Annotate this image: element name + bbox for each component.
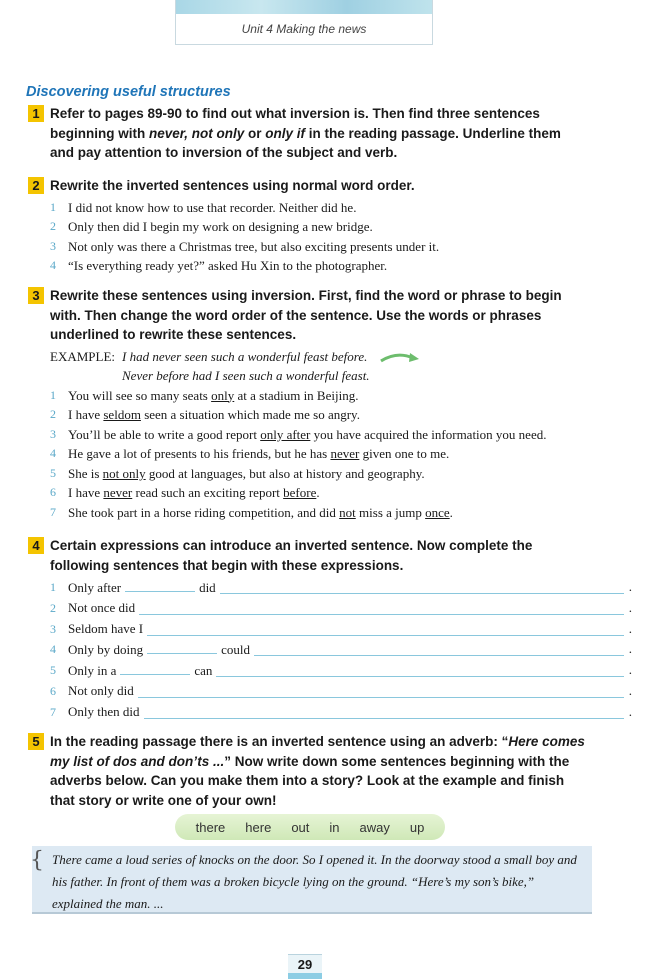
item-text: “Is everything ready yet?” asked Hu Xin to the photographer. [68, 258, 388, 274]
fill-in-row [28, 639, 632, 660]
list-item [28, 386, 628, 406]
adverb-word: here [245, 819, 272, 835]
connector-word: did [199, 580, 216, 595]
underlined-word: once [425, 505, 450, 521]
adverb-word: out [291, 819, 310, 835]
task-2-list [28, 198, 628, 276]
answer-line [139, 613, 624, 615]
underlined-word: not only [102, 465, 146, 481]
item-text-pre: I have [68, 485, 104, 501]
task-number-badge: 5 [28, 733, 44, 750]
item-text-post: seen a situation which made me so angry. [140, 407, 360, 423]
item-text-post: read such an exciting report [132, 485, 284, 501]
example-original: I had never seen such a wonderful feast before. [122, 348, 368, 364]
task-4 [28, 536, 632, 723]
item-number: 4 [50, 642, 56, 657]
answer-line [138, 696, 624, 698]
list-item [28, 405, 628, 425]
task-number-badge: 4 [28, 537, 44, 554]
item-text-pre: She took part in a horse riding competition, and did [68, 505, 340, 521]
item-number: 7 [50, 505, 56, 520]
item-number: 6 [50, 683, 56, 698]
list-item [28, 503, 628, 523]
item-text-post: you have acquired the information you need. [310, 426, 547, 442]
task-number-badge: 1 [28, 105, 44, 122]
list-item [28, 256, 628, 276]
list-item [28, 483, 628, 503]
answer-line [220, 592, 624, 594]
example-block [28, 347, 628, 386]
fill-in-row [28, 702, 632, 723]
task-5 [28, 732, 628, 810]
item-number: 5 [50, 465, 56, 480]
example-inverted: Never before had I seen such a wonderful feast. [122, 368, 370, 383]
answer-line [216, 675, 624, 677]
item-text-post: miss a jump [355, 505, 426, 521]
end-mark: . [628, 682, 632, 698]
list-item [28, 425, 628, 445]
item-number: 4 [50, 258, 56, 273]
underlined-word: only [211, 387, 235, 403]
item-text-pre: You will see so many seats [68, 387, 212, 403]
underlined-word: never [103, 485, 133, 501]
sentence-start: Only in a [68, 663, 117, 679]
unit-header [175, 0, 433, 45]
item-number: 3 [50, 238, 56, 253]
brace-icon: { [30, 848, 44, 873]
item-number: 1 [50, 580, 56, 594]
item-number: 1 [50, 387, 56, 402]
task-5-instruction: 5 In the reading passage there is an inverted sentence using an adverb: “Here comes my list of dos and don’ts ...” Now write down some sentences beginning with the adverbs below. Can you make them into a story? Look at the example and finish that story or write one of your own! [28, 732, 628, 810]
answer-line [144, 717, 624, 719]
item-number: 3 [50, 621, 56, 636]
item-number: 4 [50, 446, 56, 461]
adverb-word: up [409, 819, 425, 835]
task-4-list [28, 577, 632, 723]
item-text: Not only was there a Christmas tree, but also exciting presents under it. [68, 238, 440, 254]
task-1-instruction: 1 Refer to pages 89-90 to find out what inversion is. Then find three sentences beginning with never, not only or only if in the reading passage. Underline them and pay attention to inversion of the subject and verb. [28, 104, 628, 163]
item-text-pre: He gave a lot of presents to his friends, but he has [68, 446, 331, 462]
sentence-start: Not once did [68, 599, 136, 615]
end-mark: . [628, 703, 632, 719]
example-story-box [32, 846, 592, 914]
adverb-word-box [175, 814, 445, 840]
adverb-word: away [359, 819, 390, 835]
end-mark: . [628, 662, 632, 678]
item-text-post: . [316, 485, 320, 501]
list-item [28, 217, 628, 237]
task-number-badge: 2 [28, 177, 44, 194]
fill-in-row [28, 598, 632, 619]
item-number: 2 [50, 407, 56, 422]
item-number: 3 [50, 426, 56, 441]
adverb-word: there [195, 819, 226, 835]
adverb-word: in [329, 819, 340, 835]
connector-word: can [194, 663, 213, 679]
end-mark: . [628, 599, 632, 615]
list-item [28, 464, 628, 484]
arrow-icon [379, 352, 421, 364]
item-text-post: . [449, 505, 453, 521]
task-3-list [28, 386, 628, 523]
item-number: 1 [50, 199, 56, 214]
task-3 [28, 286, 628, 523]
list-item [28, 198, 628, 218]
sentence-start: Only then did [68, 703, 140, 719]
item-number: 5 [50, 663, 56, 678]
sentence-start: Only after [68, 580, 122, 595]
fill-in-row [28, 660, 632, 681]
unit-title: Unit 4 Making the news [241, 22, 367, 36]
answer-blank [120, 660, 190, 675]
underlined-word: never [330, 446, 360, 462]
item-number: 2 [50, 600, 56, 615]
answer-blank [147, 639, 217, 654]
end-mark: . [628, 620, 632, 636]
task-2-instruction: 2 Rewrite the inverted sentences using normal word order. [28, 176, 628, 196]
end-mark: . [628, 641, 632, 657]
fill-in-row [28, 577, 632, 598]
end-mark: . [628, 579, 632, 594]
answer-line [147, 634, 624, 636]
answer-line [254, 654, 624, 656]
item-text-pre: She is [68, 465, 103, 481]
example-label: EXAMPLE: [50, 348, 115, 364]
item-number: 6 [50, 485, 56, 500]
item-text-post: at a stadium in Beijing. [234, 387, 359, 403]
item-text-post: good at languages, but also at history and geography. [145, 465, 425, 481]
item-text-pre: You’ll be able to write a good report [68, 426, 261, 442]
task-4-instruction: 4 Certain expressions can introduce an inverted sentence. Now complete the following sentences that begin with these expressions. [28, 536, 628, 575]
connector-word: could [221, 642, 251, 658]
header-banner-image [176, 0, 432, 14]
fill-in-row [28, 681, 632, 702]
page-number: 29 [288, 954, 322, 979]
item-text: Only then did I begin my work on designing a new bridge. [68, 219, 373, 235]
fill-in-row [28, 619, 632, 640]
item-text: I did not know how to use that recorder. Neither did he. [68, 199, 357, 215]
task-1 [28, 104, 628, 163]
sentence-start: Not only did [68, 682, 134, 698]
underlined-word: not [339, 505, 356, 521]
underlined-word: before [283, 485, 317, 501]
task-3-instruction: 3 Rewrite these sentences using inversion. First, find the word or phrase to begin with. Then change the word order of the sentence. Use the words or phrases underlined to rewrite these sentences. [28, 286, 628, 345]
section-title: Discovering useful structures [26, 84, 231, 100]
task-2 [28, 176, 628, 276]
answer-blank [125, 577, 195, 592]
underlined-word: seldom [103, 407, 141, 423]
item-number: 2 [50, 219, 56, 234]
list-item [28, 237, 628, 257]
item-number: 7 [50, 704, 56, 719]
task-number-badge: 3 [28, 287, 44, 304]
underlined-word: only after [260, 426, 311, 442]
example-story-text: There came a loud series of knocks on the door. So I opened it. In the doorway stood a small boy and his father. In front of them was a broken bicycle lying on the ground. “Here’s my son’s bike,” explained the man. ... [52, 852, 577, 911]
sentence-start: Seldom have I [68, 620, 144, 636]
item-text-pre: I have [68, 407, 104, 423]
sentence-start: Only by doing [68, 642, 144, 658]
item-text-post: given one to me. [359, 446, 450, 462]
list-item [28, 444, 628, 464]
